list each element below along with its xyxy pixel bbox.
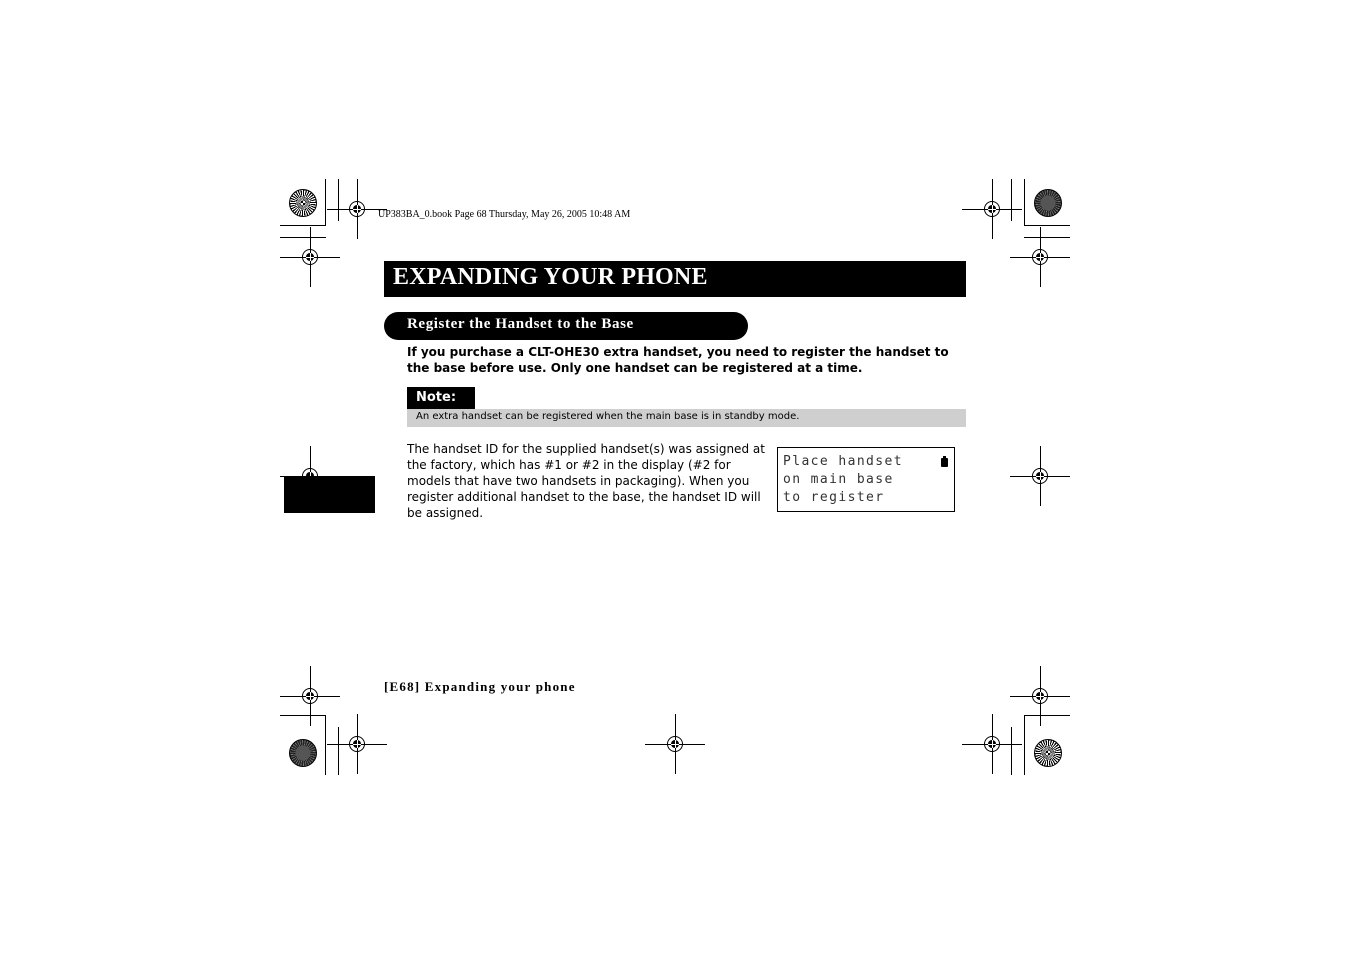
registration-star-icon — [289, 189, 317, 217]
note-text: An extra handset can be registered when the main base is in standby mode. — [416, 411, 800, 422]
section-heading-bar — [384, 312, 748, 340]
note-label — [407, 387, 475, 409]
intro-text: If you purchase a CLT-OHE30 extra handset, you need to register the handset to the base before use. Only one handset can be registered at a time. — [407, 345, 949, 375]
note-label-text: Note: — [416, 390, 457, 405]
battery-icon — [941, 458, 948, 467]
body-text: The handset ID for the supplied handset(s) was assigned at the factory, which has #1 or #2 in the display (#2 for models that have two handsets in packaging). When you register additional handset to the base, the handset ID will be assigned. — [407, 442, 765, 520]
page-title-bar — [384, 261, 966, 297]
lcd-line-1: Place handset — [783, 454, 903, 469]
lcd-display — [777, 447, 955, 512]
note-box — [407, 409, 966, 427]
lcd-line-2: on main base — [783, 472, 894, 487]
page-title: EXPANDING YOUR PHONE — [393, 264, 708, 290]
registration-star-icon — [289, 739, 317, 767]
registration-star-icon — [1034, 189, 1062, 217]
side-tab — [284, 476, 375, 513]
registration-star-icon — [1034, 739, 1062, 767]
section-heading: Register the Handset to the Base — [407, 316, 634, 332]
file-info: UP383BA_0.book Page 68 Thursday, May 26, 2005 10:48 AM — [378, 209, 631, 220]
page-footer: [E68] Expanding your phone — [384, 679, 576, 694]
lcd-line-3: to register — [783, 490, 885, 505]
